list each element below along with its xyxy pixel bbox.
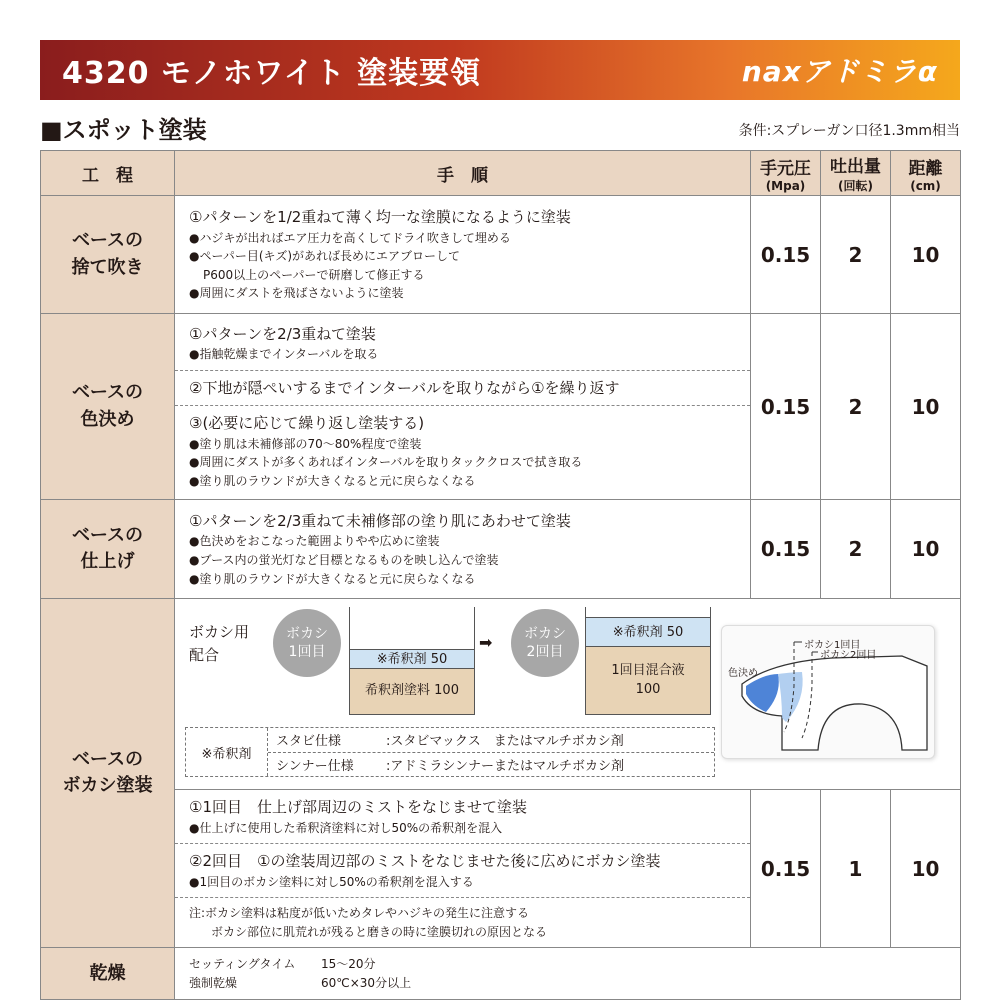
drying-cell: セッティングタイム 15〜20分 強制乾燥 60℃×30分以上 <box>175 948 961 1000</box>
process-label: ベースの 色決め <box>41 314 175 500</box>
brand-logo: naxアドミラα <box>741 55 938 88</box>
table-row <box>41 314 961 500</box>
arrow-icon: ➡ <box>479 633 493 652</box>
mix-cup-1: ※希釈剤 50 希釈剤塗料 100 <box>349 607 475 715</box>
procedure-table <box>40 150 961 1000</box>
distance-value: 10 <box>891 790 961 948</box>
distance-value: 10 <box>891 196 961 314</box>
discharge-value: 2 <box>821 314 891 500</box>
table-row <box>41 196 961 314</box>
table-row <box>41 500 961 599</box>
table-row <box>41 599 961 790</box>
procedure-cell: ①パターンを1/2重ねて薄く均一な塗膜になるように塗装 ●ハジキが出ればエア圧力を高くしてドライ吹きして埋める ●ペーパー目(キズ)があれば長めにエアブローして P600以上のペーパーで研磨して修正する ●周囲にダストを飛ばさないように塗装 <box>175 196 751 314</box>
procedure-cell: ①パターンを2/3重ねて塗装 ●指触乾燥までインターバルを取る ②下地が隠ぺいするまでインターバルを取りながら①を繰り返す ③(必要に応じて繰り返し塗装する) ●塗り肌は未補修部の70〜80%程度で塗装 ●周囲にダストが多くあればインターバルを取りタッククロスで拭き取る ●塗り肌のラウンドが大きくなると元に戻らなくなる <box>175 314 751 500</box>
discharge-value: 2 <box>821 196 891 314</box>
pressure-value: 0.15 <box>751 314 821 500</box>
bokashi-2-badge: ボカシ 2回目 <box>511 609 579 677</box>
mix-label: ボカシ用 配合 <box>189 623 250 664</box>
pressure-value: 0.15 <box>751 196 821 314</box>
table-row <box>41 790 961 948</box>
distance-value: 10 <box>891 314 961 500</box>
procedure-cell: ①1回目 仕上げ部周辺のミストをなじませて塗装 ●仕上げに使用した希釈済塗料に対し50%の希釈剤を混入 ②2回目 ①の塗装周辺部のミストをなじませた後に広めにボカシ塗装 ●1回目のボカシ塗料に対し50%の希釈剤を混入する 注:ボカシ塗料は粘度が低いためタレやハジキの発生に注意する ボカシ部位に肌荒れが残ると磨きの時に塗膜切れの原因となる <box>175 790 751 948</box>
header-banner <box>40 40 960 100</box>
step-text: ①パターンを1/2重ねて薄く均一な塗膜になるように塗装 <box>189 208 571 227</box>
discharge-value: 1 <box>821 790 891 948</box>
process-label: 乾燥 <box>41 948 175 1000</box>
process-label: ベースの 仕上げ <box>41 500 175 599</box>
condition-note: 条件:スプレーガン口径1.3mm相当 <box>738 123 960 139</box>
header-process: 工 程 <box>41 151 175 196</box>
discharge-value: 2 <box>821 500 891 599</box>
process-label: ベースの 捨て吹き <box>41 196 175 314</box>
pressure-value: 0.15 <box>751 500 821 599</box>
header-procedure: 手 順 <box>175 151 751 196</box>
header-distance: 距離 (cm) <box>891 151 961 196</box>
bokashi-1-badge: ボカシ 1回目 <box>273 609 341 677</box>
page-title: 4320 モノホワイト 塗装要領 <box>62 56 482 91</box>
header-pressure: 手元圧 (Mpa) <box>751 151 821 196</box>
mix-cup-2: ※希釈剤 50 1回目混合液 100 <box>585 607 711 715</box>
process-label: ベースの ボカシ塗装 <box>41 599 175 948</box>
header-discharge: 吐出量 (回転) <box>821 151 891 196</box>
diluent-spec-box: ※希釈剤 スタビ仕様 :スタビマックス またはマルチボカシ剤 シンナー仕様 :アドミラシンナーまたはマルチボカシ剤 <box>185 727 715 777</box>
distance-value: 10 <box>891 500 961 599</box>
fender-diagram: ボカシ1回目 ボカシ2回目 色決め <box>721 625 935 759</box>
table-header-row <box>41 151 961 196</box>
table-row <box>41 948 961 1000</box>
procedure-cell: ①パターンを2/3重ねて未補修部の塗り肌にあわせて塗装 ●色決めをおこなった範囲よりやや広めに塗装 ●ブース内の蛍光灯など目標となるものを映し込んで塗装 ●塗り肌のラウンドが大きくなると元に戻らなくなる <box>175 500 751 599</box>
mix-cell <box>175 599 961 790</box>
pressure-value: 0.15 <box>751 790 821 948</box>
section-title: ■スポット塗装 <box>40 116 207 144</box>
mix-diagram <box>175 599 960 789</box>
